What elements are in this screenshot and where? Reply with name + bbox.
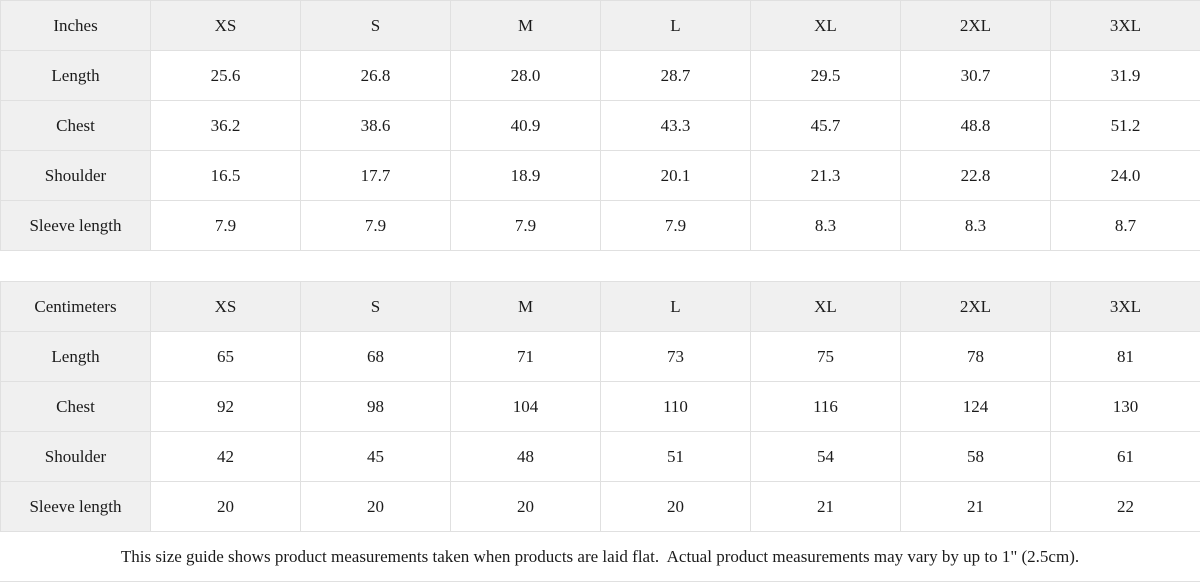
measurement-cell: 18.9 xyxy=(451,151,601,201)
table-header-row xyxy=(1,282,1200,332)
measurement-cell: 48.8 xyxy=(901,101,1051,151)
unit-header-cell: Centimeters xyxy=(1,282,151,332)
row-label-cell: Length xyxy=(1,332,151,382)
measurement-cell: 71 xyxy=(451,332,601,382)
size-header-cell: 3XL xyxy=(1051,1,1200,51)
measurement-cell: 116 xyxy=(751,382,901,432)
size-guide-disclaimer: This size guide shows product measurements taken when products are laid flat. Actual product measurements may vary by up to 1" (2.5cm). xyxy=(0,532,1200,582)
inches-size-table xyxy=(0,0,1200,251)
measurement-cell: 16.5 xyxy=(151,151,301,201)
measurement-cell: 98 xyxy=(301,382,451,432)
measurement-cell: 92 xyxy=(151,382,301,432)
measurement-cell: 42 xyxy=(151,432,301,482)
measurement-cell: 124 xyxy=(901,382,1051,432)
row-label-cell: Chest xyxy=(1,382,151,432)
size-header-cell: M xyxy=(451,1,601,51)
measurement-cell: 25.6 xyxy=(151,51,301,101)
table-row xyxy=(1,432,1200,482)
table-spacer xyxy=(0,251,1200,281)
measurement-cell: 38.6 xyxy=(301,101,451,151)
centimeters-size-table xyxy=(0,281,1200,532)
size-header-cell: L xyxy=(601,1,751,51)
table-row xyxy=(1,151,1200,201)
measurement-cell: 7.9 xyxy=(451,201,601,251)
measurement-cell: 51.2 xyxy=(1051,101,1200,151)
measurement-cell: 28.7 xyxy=(601,51,751,101)
measurement-cell: 8.3 xyxy=(751,201,901,251)
measurement-cell: 21.3 xyxy=(751,151,901,201)
measurement-cell: 22 xyxy=(1051,482,1200,532)
unit-header-cell: Inches xyxy=(1,1,151,51)
measurement-cell: 21 xyxy=(751,482,901,532)
row-label-cell: Chest xyxy=(1,101,151,151)
measurement-cell: 130 xyxy=(1051,382,1200,432)
measurement-cell: 20 xyxy=(151,482,301,532)
table-row xyxy=(1,382,1200,432)
measurement-cell: 65 xyxy=(151,332,301,382)
measurement-cell: 36.2 xyxy=(151,101,301,151)
measurement-cell: 17.7 xyxy=(301,151,451,201)
measurement-cell: 78 xyxy=(901,332,1051,382)
measurement-cell: 45.7 xyxy=(751,101,901,151)
measurement-cell: 20 xyxy=(451,482,601,532)
measurement-cell: 51 xyxy=(601,432,751,482)
table-row xyxy=(1,482,1200,532)
size-header-cell: XL xyxy=(751,282,901,332)
measurement-cell: 73 xyxy=(601,332,751,382)
measurement-cell: 104 xyxy=(451,382,601,432)
size-header-cell: XS xyxy=(151,1,301,51)
measurement-cell: 75 xyxy=(751,332,901,382)
measurement-cell: 110 xyxy=(601,382,751,432)
measurement-cell: 58 xyxy=(901,432,1051,482)
measurement-cell: 28.0 xyxy=(451,51,601,101)
measurement-cell: 68 xyxy=(301,332,451,382)
row-label-cell: Shoulder xyxy=(1,151,151,201)
measurement-cell: 29.5 xyxy=(751,51,901,101)
measurement-cell: 20 xyxy=(301,482,451,532)
table-row xyxy=(1,332,1200,382)
measurement-cell: 54 xyxy=(751,432,901,482)
measurement-cell: 20.1 xyxy=(601,151,751,201)
measurement-cell: 8.7 xyxy=(1051,201,1200,251)
table-row xyxy=(1,201,1200,251)
row-label-cell: Sleeve length xyxy=(1,201,151,251)
measurement-cell: 24.0 xyxy=(1051,151,1200,201)
measurement-cell: 45 xyxy=(301,432,451,482)
size-header-cell: 3XL xyxy=(1051,282,1200,332)
measurement-cell: 43.3 xyxy=(601,101,751,151)
measurement-cell: 31.9 xyxy=(1051,51,1200,101)
measurement-cell: 26.8 xyxy=(301,51,451,101)
measurement-cell: 7.9 xyxy=(301,201,451,251)
size-header-cell: M xyxy=(451,282,601,332)
size-header-cell: 2XL xyxy=(901,1,1051,51)
size-header-cell: L xyxy=(601,282,751,332)
size-header-cell: XS xyxy=(151,282,301,332)
measurement-cell: 7.9 xyxy=(601,201,751,251)
table-row xyxy=(1,101,1200,151)
measurement-cell: 30.7 xyxy=(901,51,1051,101)
measurement-cell: 48 xyxy=(451,432,601,482)
measurement-cell: 8.3 xyxy=(901,201,1051,251)
size-header-cell: XL xyxy=(751,1,901,51)
row-label-cell: Shoulder xyxy=(1,432,151,482)
measurement-cell: 81 xyxy=(1051,332,1200,382)
table-header-row xyxy=(1,1,1200,51)
size-header-cell: 2XL xyxy=(901,282,1051,332)
measurement-cell: 61 xyxy=(1051,432,1200,482)
table-row xyxy=(1,51,1200,101)
measurement-cell: 22.8 xyxy=(901,151,1051,201)
row-label-cell: Sleeve length xyxy=(1,482,151,532)
row-label-cell: Length xyxy=(1,51,151,101)
measurement-cell: 21 xyxy=(901,482,1051,532)
size-header-cell: S xyxy=(301,282,451,332)
measurement-cell: 7.9 xyxy=(151,201,301,251)
size-header-cell: S xyxy=(301,1,451,51)
measurement-cell: 20 xyxy=(601,482,751,532)
measurement-cell: 40.9 xyxy=(451,101,601,151)
